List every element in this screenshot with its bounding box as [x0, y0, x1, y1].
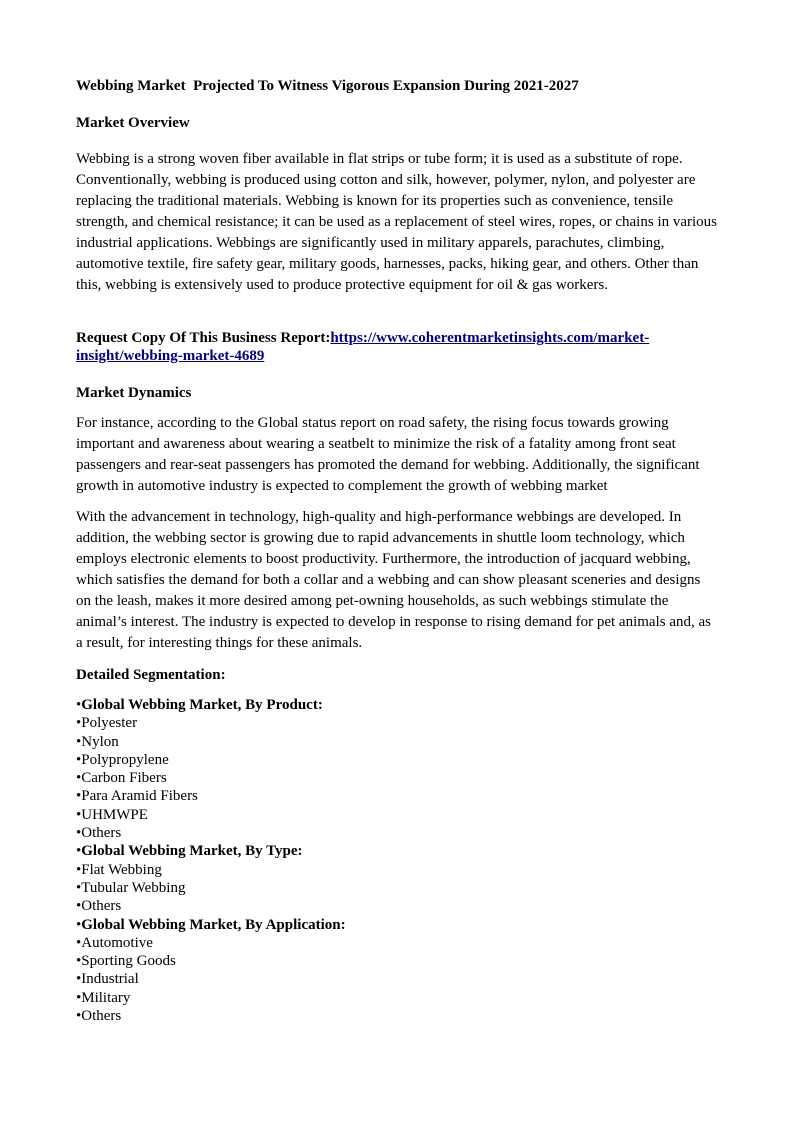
- bullet: •: [76, 697, 82, 713]
- overview-paragraph: Webbing is a strong woven fiber available in flat strips or tube form; it is used as a substitute of rope. Conventionally, webbing is produced using cotton and silk, however, polymer, nylon, and polyester are replacing the traditional materials. Webbing is known for its properties such as convenience, tensile strength, and chemical resistance; it can be used as a replacement of steel wires, ropes, or chains in various industrial applications. Webbings are significantly used in military apparels, parachutes, climbing, automotive textile, fire safety gear, military goods, harnesses, packs, hiking gear, and others. Other than this, webbing is extensively used to produce protective equipment for oil & gas workers.: [76, 151, 718, 293]
- segment-group-label: Global Webbing Market, By Application:: [81, 916, 346, 933]
- segment-group-title: [76, 842, 346, 860]
- segment-group-title: [76, 916, 346, 934]
- dynamics-paragraph-2: With the advancement in technology, high-quality and high-performance webbings are developed. In addition, the webbing sector is growing due to rapid advancements in shuttle loom technology, which employs electronic elements to boost productivity. Furthermore, the introduction of jacquard webbing, which satisfies the demand for both a collar and a webbing and can show pleasant sceneries and designs on the leash, makes it more desired among pet-owning households, as such webbings stimulate the animal’s interest. The industry is expected to develop in response to rising demand for pet animals and, as a result, for interesting things for these animals.: [76, 509, 711, 651]
- segment-item: •Others: [76, 898, 122, 915]
- dynamics-heading: Market Dynamics: [76, 385, 192, 401]
- segment-item: •Nylon: [76, 733, 119, 750]
- overview-heading: Market Overview: [76, 115, 190, 131]
- segment-group-label: Global Webbing Market, By Type:: [81, 843, 303, 860]
- bullet: •: [76, 916, 82, 933]
- segment-group-label: Global Webbing Market, By Product:: [81, 697, 323, 713]
- bullet: •: [76, 843, 82, 860]
- request-label: Request Copy Of This Business Report:: [76, 330, 331, 346]
- segmentation-heading: Detailed Segmentation:: [76, 667, 226, 683]
- dynamics-paragraph-1: For instance, according to the Global status report on road safety, the rising focus towards growing important and awareness about wearing a seatbelt to minimize the risk of a fatality among front seat passengers and rear-seat passengers has promoted the demand for webbing. Additionally, the significant growth in automotive industry is expected to complement the growth of webbing market: [76, 415, 700, 494]
- document-title: Webbing Market Projected To Witness Vigorous Expansion During 2021-2027: [76, 78, 579, 94]
- segment-item: •Polypropylene: [76, 751, 169, 768]
- segment-item: •UHMWPE: [76, 806, 148, 823]
- report-link[interactable]: https://www.coherentmarketinsights.com/market-insight/webbing-market-4689: [76, 330, 650, 364]
- segment-item: •Industrial: [76, 971, 139, 988]
- segment-item: •Para Aramid Fibers: [76, 788, 198, 805]
- segment-item: •Tubular Webbing: [76, 879, 186, 896]
- request-copy: [76, 329, 718, 365]
- segment-item: •Polyester: [76, 715, 138, 732]
- segment-item: •Military: [76, 989, 131, 1006]
- segment-item: •Others: [76, 1008, 122, 1025]
- segment-item: •Carbon Fibers: [76, 770, 167, 787]
- segmentation-list: [76, 696, 346, 1025]
- segment-group-title: [76, 696, 346, 714]
- segment-item: •Flat Webbing: [76, 861, 162, 878]
- segment-item: •Sporting Goods: [76, 953, 176, 970]
- segment-item: •Others: [76, 825, 122, 842]
- segment-item: •Automotive: [76, 934, 153, 951]
